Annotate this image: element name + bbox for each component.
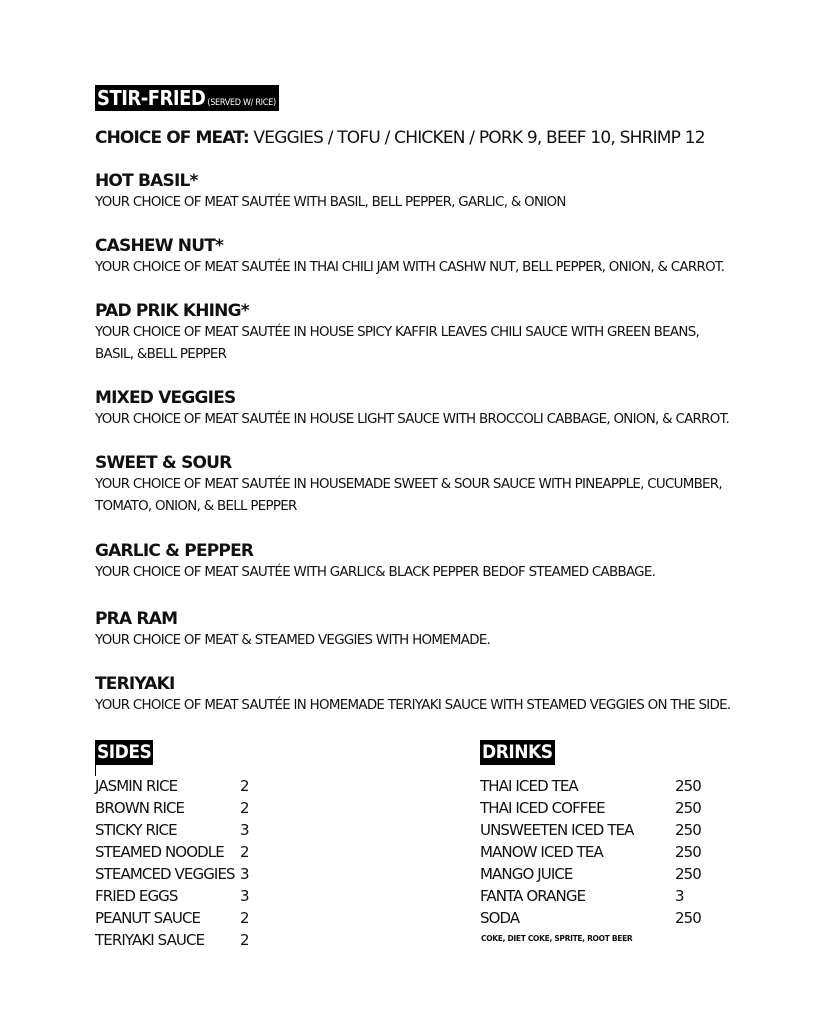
item-name: SODA [480, 909, 520, 927]
dish-name: SWEET & SOUR [95, 453, 232, 473]
dish-teriyaki [95, 673, 735, 717]
list-item [480, 841, 720, 863]
item-price: 3 [240, 865, 249, 883]
item-name: JASMIN RICE [95, 777, 178, 795]
list-item [480, 775, 720, 797]
item-name: STEAMED NOODLE [95, 843, 224, 861]
item-price: 250 [675, 909, 701, 927]
sides-heading: SIDES [97, 741, 152, 763]
stir-fried-heading [95, 85, 279, 111]
list-item [95, 929, 265, 951]
dish-hot-basil [95, 170, 735, 214]
item-price: 3 [240, 887, 249, 905]
dish-description: YOUR CHOICE OF MEAT SAUTÉE WITH BASIL, BELL PEPPER, GARLIC, & ONION [95, 195, 566, 210]
meat-choice-label: CHOICE OF MEAT: [95, 128, 249, 148]
item-name: FRIED EGGS [95, 887, 178, 905]
list-item [480, 797, 720, 819]
item-name: STEAMCED VEGGIES [95, 865, 235, 883]
dish-description: YOUR CHOICE OF MEAT SAUTÉE IN HOMEMADE TERIYAKI SAUCE WITH STEAMED VEGGIES ON THE SIDE. [95, 698, 731, 713]
item-name: MANGO JUICE [480, 865, 573, 883]
item-price: 2 [240, 931, 249, 949]
list-item [95, 907, 265, 929]
dish-name: TERIYAKI [95, 674, 175, 694]
dish-name: GARLIC & PEPPER [95, 541, 254, 561]
meat-choice-line [95, 128, 705, 148]
item-price: 2 [240, 799, 249, 817]
stir-fried-subtitle: (SERVED W/ RICE) [207, 98, 276, 108]
list-item [95, 885, 265, 907]
item-name: THAI ICED COFFEE [480, 799, 605, 817]
item-price: 3 [675, 887, 684, 905]
dish-pad-prik-khing [95, 300, 735, 366]
item-name: BROWN RICE [95, 799, 185, 817]
item-price: 2 [240, 843, 249, 861]
list-item [480, 907, 720, 929]
item-price: 250 [675, 865, 701, 883]
dish-cashew-nut [95, 235, 735, 279]
drinks-heading: DRINKS [482, 741, 553, 763]
list-item [95, 841, 265, 863]
dish-description: YOUR CHOICE OF MEAT SAUTÉE IN HOUSE LIGHT SAUCE WITH BROCCOLI CABBAGE, ONION, & CARROT. [95, 412, 730, 427]
item-price: 3 [240, 821, 249, 839]
list-item [480, 819, 720, 841]
dish-description: YOUR CHOICE OF MEAT SAUTÉE IN THAI CHILI JAM WITH CASHW NUT, BELL PEPPER, ONION, & CARROT. [95, 260, 725, 275]
item-price: 2 [240, 777, 249, 795]
list-item [95, 775, 265, 797]
item-name: UNSWEETEN ICED TEA [480, 821, 634, 839]
item-price: 250 [675, 799, 701, 817]
item-name: FANTA ORANGE [480, 887, 586, 905]
dish-mixed-veggies [95, 387, 735, 431]
list-item [95, 819, 265, 841]
list-item [480, 863, 720, 885]
dish-name: PRA RAM [95, 609, 178, 629]
dish-description: YOUR CHOICE OF MEAT SAUTÉE IN HOUSEMADE SWEET & SOUR SAUCE WITH PINEAPPLE, CUCUMBER, TOMATO, ONION, & BELL PEPPER [95, 477, 722, 514]
dish-description: YOUR CHOICE OF MEAT SAUTÉE IN HOUSE SPICY KAFFIR LEAVES CHILI SAUCE WITH GREEN BEANS, BASIL, &BELL PEPPER [95, 325, 700, 362]
dish-name: HOT BASIL* [95, 171, 198, 191]
list-item [480, 885, 720, 907]
item-price: 2 [240, 909, 249, 927]
item-name: PEANUT SAUCE [95, 909, 201, 927]
item-price: 250 [675, 843, 701, 861]
list-item [95, 797, 265, 819]
item-name: STICKY RICE [95, 821, 177, 839]
dish-description: YOUR CHOICE OF MEAT & STEAMED VEGGIES WITH HOMEMADE. [95, 633, 491, 648]
dish-garlic-and-pepper [95, 540, 735, 584]
dish-name: MIXED VEGGIES [95, 388, 236, 408]
dish-description: YOUR CHOICE OF MEAT SAUTÉE WITH GARLIC& BLACK PEPPER BEDOF STEAMED CABBAGE. [95, 565, 656, 580]
sides-list [95, 775, 265, 951]
list-item [95, 863, 265, 885]
item-price: 250 [675, 777, 701, 795]
dish-sweet-and-sour [95, 452, 735, 518]
stir-fried-title: STIR-FRIED [97, 86, 206, 110]
item-name: MANOW ICED TEA [480, 843, 603, 861]
drinks-list [480, 775, 720, 929]
item-name: THAI ICED TEA [480, 777, 578, 795]
dish-name: CASHEW NUT* [95, 236, 224, 256]
dish-name: PAD PRIK KHING* [95, 301, 249, 321]
soda-options-note: COKE, DIET COKE, SPRITE, ROOT BEER [481, 934, 633, 943]
dish-pra-ram [95, 608, 735, 652]
meat-choice-options: VEGGIES / TOFU / CHICKEN / PORK 9, BEEF 10, SHRIMP 12 [253, 128, 705, 148]
item-name: TERIYAKI SAUCE [95, 931, 205, 949]
item-price: 250 [675, 821, 701, 839]
